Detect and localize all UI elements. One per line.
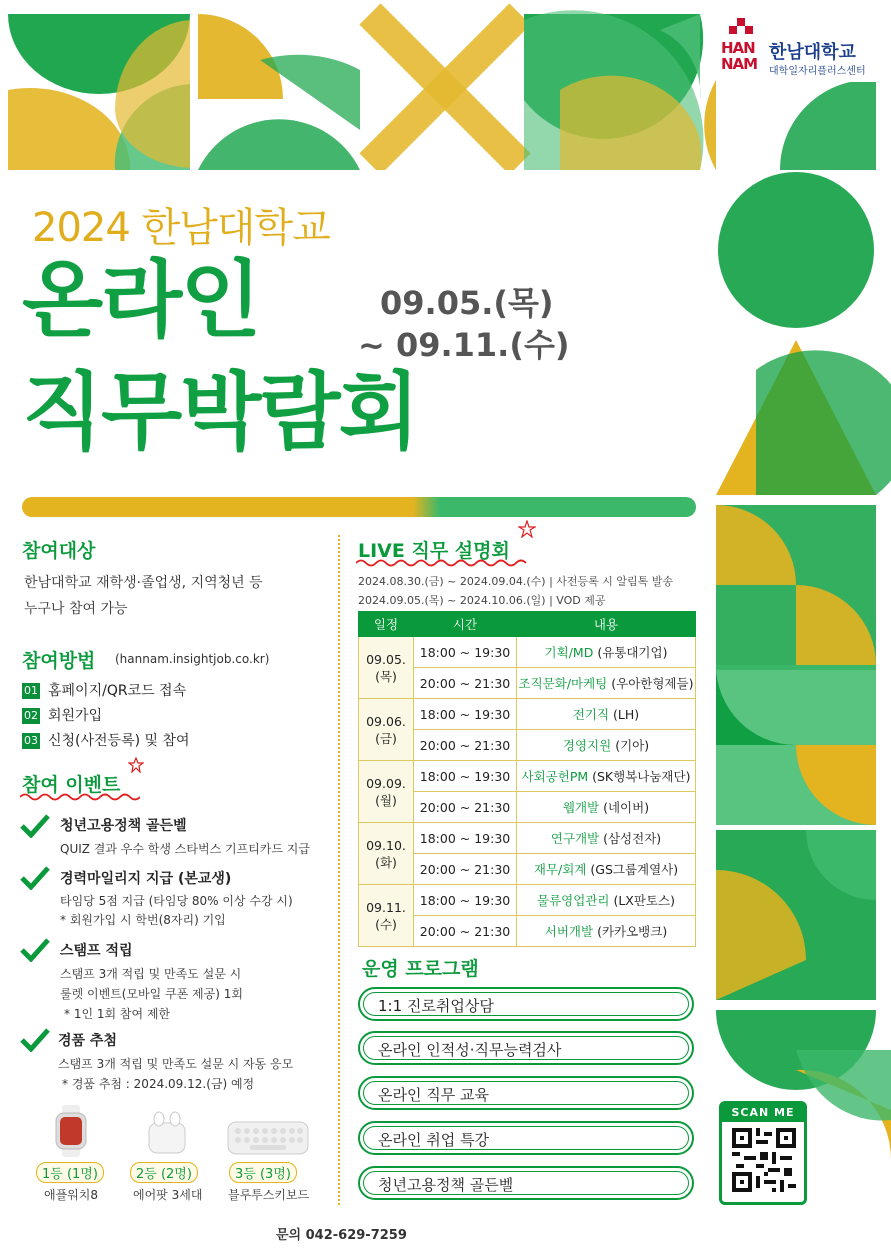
- content-cell: 사회공헌PM (SK행복나눔재단): [517, 761, 696, 792]
- date-start: 09.05.(목): [380, 284, 554, 322]
- check-icon: [20, 814, 50, 838]
- live-note-1: 2024.08.30.(금) ~ 2024.09.04.(수) | 사전등록 시 알림톡 발송: [358, 575, 674, 588]
- method-step-3: [22, 730, 190, 750]
- day-cell: 09.11. (수): [359, 885, 414, 947]
- schedule-table: [358, 611, 696, 947]
- time-cell: 18:00 ~ 19:30: [414, 699, 517, 730]
- content-cell: 재무/회계 (GS그룹계열사): [517, 854, 696, 885]
- time-cell: 20:00 ~ 21:30: [414, 792, 517, 823]
- content-cell: 물류영업관리 (LX판토스): [517, 885, 696, 916]
- prize-1-name: 애플워치8: [44, 1188, 99, 1202]
- time-cell: 18:00 ~ 19:30: [414, 637, 517, 668]
- header-content: 내용: [517, 612, 696, 637]
- method-step-1: [22, 680, 186, 700]
- method-step-2: [22, 705, 102, 725]
- time-cell: 20:00 ~ 21:30: [414, 668, 517, 699]
- content-cell: 경영지원 (기아): [517, 730, 696, 761]
- content-cell: 기획/MD (유통대기업): [517, 637, 696, 668]
- program-label: 청년고용정책 골든벨: [363, 1171, 689, 1195]
- prize-3-rank: 3등 (3명): [229, 1162, 297, 1183]
- star-sparkle-icon: [128, 757, 144, 773]
- airpods-icon: [145, 1105, 189, 1155]
- method-title: 참여방법: [22, 650, 96, 672]
- contact-info: 문의 042-629-7259: [276, 1228, 407, 1243]
- live-note-2: 2024.09.05.(목) ~ 2024.10.06.(일) | VOD 제공: [358, 594, 606, 607]
- event-3-desc2: 룰렛 이벤트(모바일 쿠폰 제공) 1회: [60, 987, 243, 1001]
- qr-code-icon: [732, 1128, 796, 1192]
- table-row: [359, 761, 696, 792]
- program-item: [358, 987, 694, 1021]
- step-label: 신청(사전등록) 및 참여: [48, 733, 190, 749]
- event-4-desc2: * 경품 추첨 : 2024.09.12.(금) 예정: [62, 1077, 255, 1091]
- table-header-row: [359, 612, 696, 637]
- main-title-line1: 온라인: [22, 251, 260, 349]
- step-label: 회원가입: [48, 708, 103, 724]
- program-label: 온라인 인적성·직무능력검사: [363, 1036, 689, 1060]
- content-cell: 전기직 (LH): [517, 699, 696, 730]
- time-cell: 20:00 ~ 21:30: [414, 730, 517, 761]
- event-4-title: 경품 추첨: [58, 1033, 117, 1049]
- divider-bar: [22, 497, 696, 517]
- step-number-badge: 03: [24, 734, 38, 747]
- method-url[interactable]: (hannam.insightjob.co.kr): [115, 652, 270, 666]
- logo-hannam-text: HAN NAM: [721, 39, 758, 73]
- check-icon: [20, 938, 50, 962]
- header-time: 시간: [414, 612, 517, 637]
- time-cell: 20:00 ~ 21:30: [414, 854, 517, 885]
- year-title: 2024 한남대학교: [32, 205, 330, 251]
- logo-center-name: 대학일자리플러스센터: [769, 66, 866, 77]
- wavy-underline-icon: [356, 558, 532, 568]
- day-cell: 09.10. (화): [359, 823, 414, 885]
- target-line1: 한남대학교 재학생·졸업생, 지역청년 등: [24, 575, 263, 591]
- program-item: [358, 1121, 694, 1155]
- step-number-badge: 02: [24, 709, 38, 722]
- program-label: 온라인 취업 특강: [363, 1126, 689, 1150]
- header-date: 일정: [359, 612, 414, 637]
- prize-1-rank: 1등 (1명): [36, 1162, 104, 1183]
- content-cell: 조직문화/마케팅 (우아한형제들): [517, 668, 696, 699]
- apple-watch-icon: [48, 1105, 94, 1157]
- program-label: 1:1 진로취업상담: [363, 992, 689, 1016]
- target-line2: 누구나 참여 가능: [24, 601, 128, 617]
- live-title: LIVE 직무 설명회: [358, 540, 510, 562]
- vertical-divider: [338, 535, 340, 1205]
- right-decoration: [716, 170, 891, 1260]
- step-label: 홈페이지/QR코드 접속: [48, 683, 187, 699]
- logo: [719, 14, 879, 82]
- event-2-desc1: 타임당 5점 지급 (타임당 80% 이상 수강 시): [60, 894, 293, 908]
- table-row: [359, 637, 696, 668]
- table-row: [359, 823, 696, 854]
- content-cell: 연구개발 (삼성전자): [517, 823, 696, 854]
- table-row: [359, 885, 696, 916]
- time-cell: 18:00 ~ 19:30: [414, 885, 517, 916]
- step-number-badge: 01: [24, 684, 38, 697]
- time-cell: 18:00 ~ 19:30: [414, 761, 517, 792]
- day-cell: 09.06. (금): [359, 699, 414, 761]
- program-item: [358, 1166, 694, 1200]
- day-cell: 09.05. (목): [359, 637, 414, 699]
- target-title: 참여대상: [22, 540, 96, 562]
- event-3-desc1: 스탬프 3개 적립 및 만족도 설문 시: [60, 967, 242, 981]
- keyboard-icon: [226, 1118, 310, 1158]
- event-1-title: 청년고용정책 골든벨: [60, 818, 187, 834]
- event-2-title: 경력마일리지 지급 (본교생): [60, 871, 232, 887]
- program-item: [358, 1076, 694, 1110]
- event-3-title: 스탬프 적립: [60, 943, 133, 959]
- check-icon: [20, 1028, 50, 1052]
- time-cell: 18:00 ~ 19:30: [414, 823, 517, 854]
- wavy-underline-icon: [20, 792, 140, 802]
- qr-label: SCAN ME: [722, 1104, 804, 1122]
- logo-mark-icon: [729, 18, 755, 40]
- day-cell: 09.09. (월): [359, 761, 414, 823]
- time-cell: 20:00 ~ 21:30: [414, 916, 517, 947]
- program-item: [358, 1031, 694, 1065]
- prize-3-name: 블루투스키보드: [228, 1188, 310, 1202]
- event-3-desc3: * 1인 1회 참여 제한: [64, 1007, 171, 1021]
- event-1-desc: QUIZ 결과 우수 학생 스타벅스 기프티카드 지급: [60, 842, 310, 856]
- qr-code[interactable]: [719, 1101, 807, 1205]
- date-end: ~ 09.11.(수): [358, 326, 570, 364]
- content-cell: 서버개발 (카카오뱅크): [517, 916, 696, 947]
- star-sparkle-icon: [518, 520, 536, 538]
- event-2-desc2: * 회원가입 시 학번(8자리) 기입: [60, 913, 226, 927]
- content-cell: 웹개발 (네이버): [517, 792, 696, 823]
- prize-2-rank: 2등 (2명): [130, 1162, 198, 1183]
- programs-title: 운영 프로그램: [362, 958, 479, 980]
- events-title: 참여 이벤트: [22, 774, 121, 796]
- check-icon: [20, 866, 50, 890]
- logo-school-name: 한남대학교: [769, 42, 856, 63]
- table-row: [359, 699, 696, 730]
- event-4-desc1: 스탬프 3개 적립 및 만족도 설문 시 자동 응모: [58, 1057, 294, 1071]
- program-label: 온라인 직무 교육: [363, 1081, 689, 1105]
- main-title-line2: 직무박람회: [22, 363, 418, 461]
- prize-2-name: 에어팟 3세대: [133, 1188, 203, 1202]
